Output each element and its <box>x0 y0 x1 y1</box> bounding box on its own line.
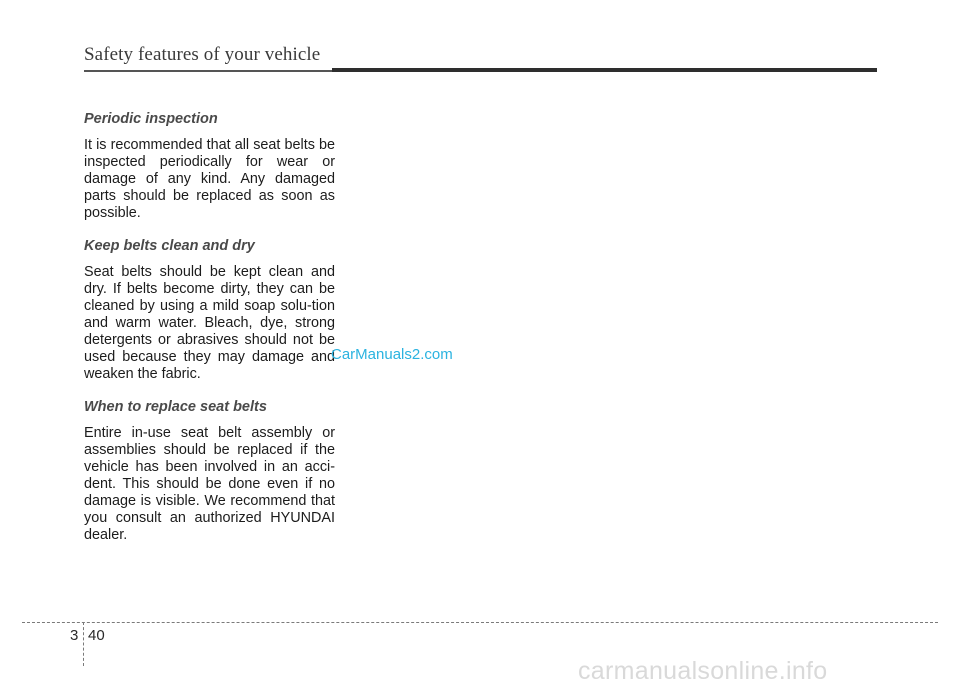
footer-vertical-rule <box>83 622 84 666</box>
header-rule-thin <box>84 70 332 72</box>
chapter-number: 3 <box>70 627 79 644</box>
section-periodic-inspection <box>84 110 335 222</box>
watermark-carmanuals: CarManuals2.com <box>331 346 453 363</box>
header-rule-thick <box>332 68 877 72</box>
footer-watermark: carmanualsonline.info <box>578 657 828 685</box>
section-body: Entire in-use seat belt assembly or assemblies should be replaced if the vehicle has been involved in an acci-dent. This should be done even if no damage is visible. We recommend that you consult an authorized HYUNDAI dealer. <box>84 425 335 543</box>
section-heading: When to replace seat belts <box>84 399 267 415</box>
section-body: Seat belts should be kept clean and dry. If belts become dirty, they can be cleaned by using a mild soap solu-tion and warm water. Bleach, dye, strong detergents or abrasives should not be used because they may damage and weaken the fabric. <box>84 264 335 382</box>
section-when-to-replace <box>84 398 335 544</box>
header-title: Safety features of your vehicle <box>84 44 321 65</box>
section-heading: Periodic inspection <box>84 111 218 127</box>
page-number: 40 <box>88 627 105 644</box>
section-heading: Keep belts clean and dry <box>84 238 255 254</box>
content-column <box>84 110 335 559</box>
section-keep-belts-clean <box>84 237 335 383</box>
section-body: It is recommended that all seat belts be inspected periodically for wear or damage of any kind. Any damaged parts should be replaced as soon as possible. <box>84 137 335 221</box>
footer-rule <box>22 622 938 623</box>
